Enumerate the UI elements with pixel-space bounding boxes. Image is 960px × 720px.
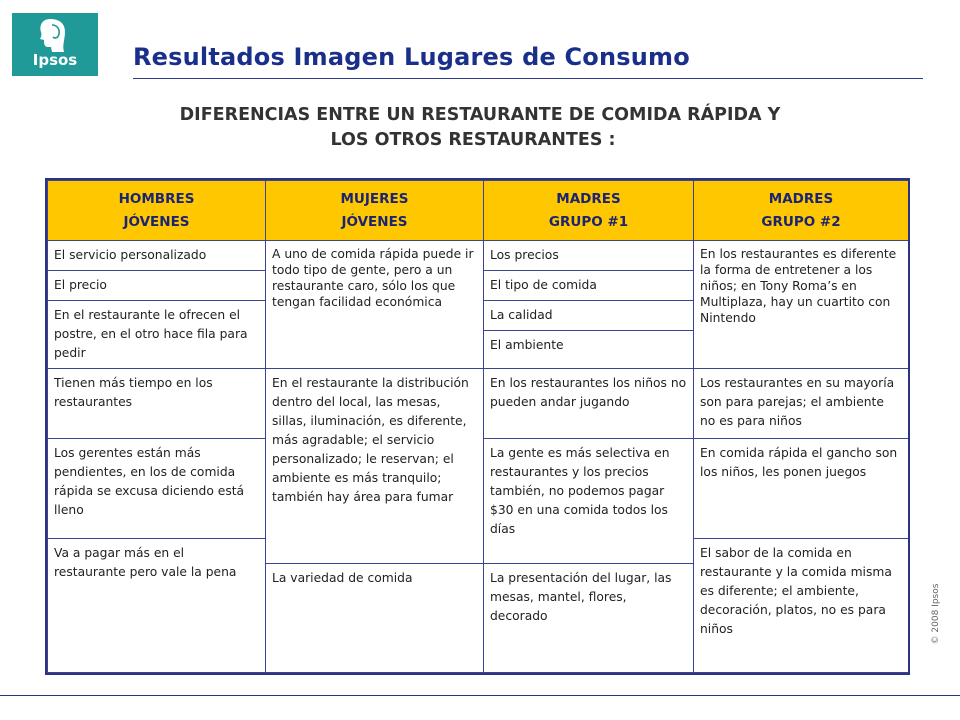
table-cell: En los restaurantes es diferente la forma de entretener a los niños; en Tony Roma’s en Multiplaza, hay un cuartito con Nintendo [694, 241, 909, 369]
table-cell: El servicio personalizado [48, 241, 266, 271]
table-row [48, 241, 909, 271]
table-cell: Los precios [484, 241, 694, 271]
table-cell: A uno de comida rápida puede ir todo tipo de gente, pero a un restaurante caro, sólo los que tengan facilidad económica [266, 241, 484, 369]
column-header-madres-1: MADRES GRUPO #1 [484, 181, 694, 241]
table-row [48, 369, 909, 439]
column-header-hombres: HOMBRES JÓVENES [48, 181, 266, 241]
subtitle-line-2: LOS OTROS RESTAURANTES : [330, 130, 616, 150]
table-cell: Tienen más tiempo en los restaurantes [48, 369, 266, 439]
table-cell: La gente es más selectiva en restaurantes y los precios también, no podemos pagar $30 en una comida todos los días [484, 439, 694, 564]
comparison-table [45, 178, 910, 675]
table-cell: En los restaurantes los niños no pueden andar jugando [484, 369, 694, 439]
table-header-row [48, 181, 909, 241]
ipsos-logo [12, 13, 98, 76]
table-cell: La presentación del lugar, las mesas, mantel, flores, decorado [484, 564, 694, 673]
table-cell: Va a pagar más en el restaurante pero vale la pena [48, 539, 266, 673]
logo-text: Ipsos [32, 51, 78, 69]
head-silhouette-icon [38, 17, 68, 53]
footer-divider [0, 695, 960, 696]
table-cell: Los gerentes están más pendientes, en los de comida rápida se excusa diciendo está lleno [48, 439, 266, 539]
table-cell: En el restaurante la distribución dentro del local, las mesas, sillas, iluminación, es diferente, más agradable; el servicio personalizado; le reservan; el ambiente es más tranquilo; también hay área para fumar [266, 369, 484, 564]
table-cell: En comida rápida el gancho son los niños, les ponen juegos [694, 439, 909, 539]
table-cell: El precio [48, 271, 266, 301]
table-cell: La variedad de comida [266, 564, 484, 673]
table-cell: El sabor de la comida en restaurante y la comida misma es diferente; el ambiente, decoración, platos, no es para niños [694, 539, 909, 673]
subtitle-line-1: DIFERENCIAS ENTRE UN RESTAURANTE DE COMIDA RÁPIDA Y [179, 105, 781, 125]
column-header-mujeres: MUJERES JÓVENES [266, 181, 484, 241]
copyright-credit: © 2008 Ipsos [931, 583, 941, 645]
table-cell: En el restaurante le ofrecen el postre, en el otro hace fila para pedir [48, 301, 266, 369]
table-cell: La calidad [484, 301, 694, 331]
table-cell: El tipo de comida [484, 271, 694, 301]
title-divider [133, 78, 923, 79]
table-cell: El ambiente [484, 331, 694, 369]
column-header-madres-2: MADRES GRUPO #2 [694, 181, 909, 241]
page-title: Resultados Imagen Lugares de Consumo [133, 43, 690, 71]
table-cell: Los restaurantes en su mayoría son para parejas; el ambiente no es para niños [694, 369, 909, 439]
